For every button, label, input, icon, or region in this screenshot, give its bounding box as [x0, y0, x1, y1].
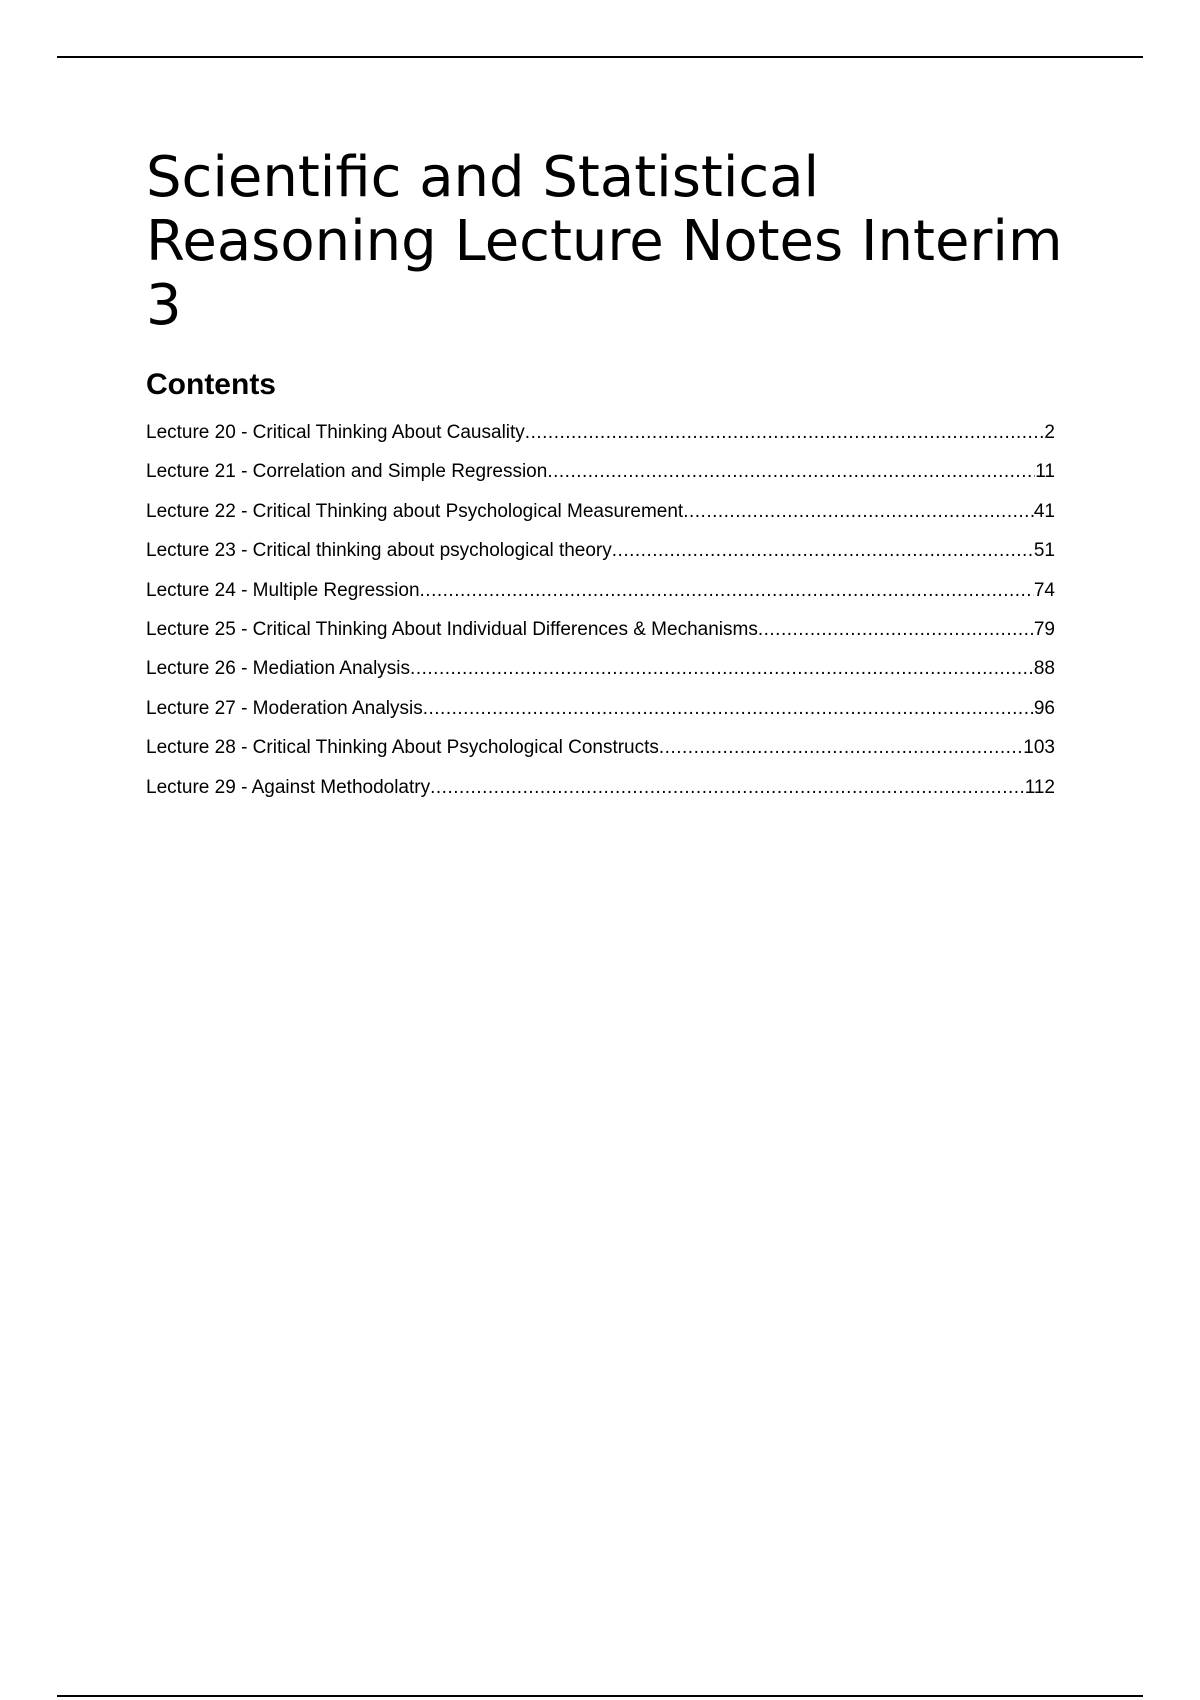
toc-entry-label: Lecture 24 - Multiple Regression [146, 579, 420, 601]
toc-entry-label: Lecture 26 - Mediation Analysis [146, 658, 411, 680]
toc-page-number: 88 [1033, 658, 1055, 680]
toc-dot-leader [430, 775, 1025, 801]
toc-entry[interactable] [146, 578, 1055, 617]
toc-dot-leader [612, 538, 1034, 564]
toc-entry[interactable] [146, 538, 1055, 577]
toc-page-number: 11 [1035, 461, 1055, 483]
toc-page-number: 103 [1023, 737, 1055, 759]
toc-entry[interactable] [146, 696, 1055, 735]
header-rule [57, 56, 1143, 58]
toc-entry-label: Lecture 23 - Critical thinking about psychological theory [146, 540, 612, 562]
toc-page-number: 51 [1033, 540, 1055, 562]
toc-entry[interactable] [146, 459, 1055, 498]
toc-entry[interactable] [146, 656, 1055, 695]
toc-entry-label: Lecture 25 - Critical Thinking About Individual Differences & Mechanisms [146, 618, 758, 640]
toc-dot-leader [420, 578, 1034, 604]
toc-entry[interactable] [146, 420, 1055, 459]
toc-entry-label: Lecture 21 - Correlation and Simple Regression [146, 461, 548, 483]
toc-page-number: 96 [1033, 697, 1055, 719]
toc-page-number: 112 [1024, 776, 1055, 798]
toc-entry-label: Lecture 20 - Critical Thinking About Causality [146, 422, 525, 443]
toc-page-number: 79 [1033, 618, 1055, 640]
toc-dot-leader [659, 735, 1023, 761]
toc-dot-leader [547, 459, 1035, 485]
toc-entry-label: Lecture 27 - Moderation Analysis [146, 697, 423, 719]
toc-dot-leader [423, 696, 1034, 722]
toc-entry[interactable] [146, 735, 1055, 774]
toc-entry-label: Lecture 22 - Critical Thinking about Psychological Measurement [146, 500, 684, 522]
toc-dot-leader [683, 499, 1034, 525]
toc-page-number: 41 [1033, 500, 1055, 522]
toc-entry[interactable] [146, 617, 1055, 656]
toc-entry[interactable] [146, 775, 1055, 814]
toc-page-number: 2 [1044, 422, 1055, 443]
table-of-contents [146, 420, 1055, 814]
footer-rule [57, 1695, 1143, 1697]
toc-dot-leader [525, 420, 1045, 446]
toc-page-number: 74 [1033, 579, 1055, 601]
toc-dot-leader [758, 617, 1034, 643]
document-title: Scientific and Statistical Reasoning Lecture Notes Interim 3 [146, 145, 1063, 338]
toc-entry[interactable] [146, 499, 1055, 538]
toc-entry-label: Lecture 29 - Against Methodolatry [146, 776, 431, 798]
toc-dot-leader [410, 656, 1034, 682]
toc-entry-label: Lecture 28 - Critical Thinking About Psychological Constructs [146, 737, 659, 759]
contents-heading: Contents [146, 368, 276, 401]
